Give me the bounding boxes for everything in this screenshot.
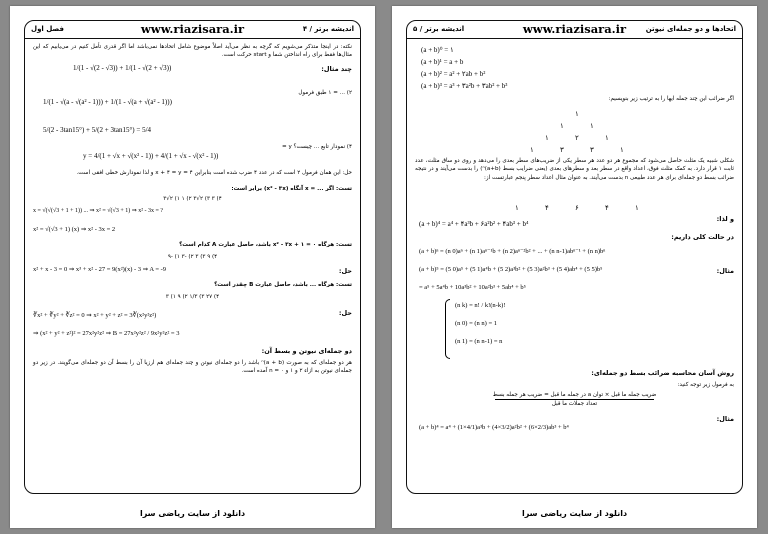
test-1-result: x² = √(√3 + 1) (x) ⇒ x² - 3x = 2 (33, 226, 116, 233)
pascal-cell: ۱ (560, 122, 564, 130)
page-footer: دانلود از سایت ریاضی سرا (521, 509, 628, 518)
solution-label: حل: (338, 267, 352, 275)
pascal-cell: ۱ (515, 204, 519, 212)
example-1-formula: 1/(1 - √(2 - √3)) + 1/(1 - √(2 + √3)) (73, 64, 172, 72)
test-1-solution: x = √(√(√3 + 1 + 1)) ... ⇒ x² = √(√3 + 1) ⇒ x² - 3x = ? (33, 208, 164, 214)
pascal-cell: ۴ (545, 204, 549, 212)
example-2-formula: 1/(1 - √(a - √(a² - 1))) + 1/(1 - √(a + √(a² - 1))) (43, 98, 172, 106)
page-frame (406, 20, 743, 494)
page-header (25, 21, 360, 39)
header-chapter: اتحادها و دو جمله‌ای نیوتن (645, 25, 736, 33)
test-2: تست: هرگاه x² - ۳x + ۱ = ۰ باشد، حاصل عبارت A کدام است؟ (179, 242, 352, 248)
binomial-example-5: (a + b)⁵ = (5 0)a⁵ + (5 1)a⁴b + (5 2)a³b² + (5 3)a²b³ + (5 4)ab⁴ + (5 5)b⁵ (419, 266, 603, 273)
test-2-solution: x² + x - 3 = 0 ⇒ x³ + x² - 27 = 9(x²)(x) - 3 ⇒ A = -9 (33, 266, 167, 273)
page-footer: دانلود از سایت ریاضی سرا (139, 509, 246, 518)
note-paragraph: نکته: در اینجا متذکر می‌شویم که گرچه به نظر می‌آید اصلاً موضوع شامل اتحادها نمی‌باشد اما اگر قدری تأمل کنیم در می‌یابیم که این مثال‌ها فقط برای راه انداختن شما و start حرکت است. (33, 44, 352, 59)
test-1: تست: اگر ... = x آنگاه (x² - ۳x) برابر است: (231, 186, 352, 192)
easy-method-example: (a + b)⁴ = a⁴ + (1×4/1)a³b + (4×3/2)a²b² + (6×2/3)ab³ + b⁴ (419, 424, 569, 431)
example-2-label: مثال: (716, 415, 734, 423)
example-2: ۲) ... = ۱ طبق فرمول (298, 90, 352, 96)
examples-heading: چند مثال: (321, 65, 352, 73)
binomial-identity-2: (n 1) = (n n-1) = n (455, 338, 503, 345)
solution-label-2: حل: (338, 309, 352, 317)
pascal-cell: ۱ (605, 134, 609, 142)
test-3-options: ۴) ۲۷ ۳) ۱/۳ ۲) ۹ ۱) ۳ (165, 294, 220, 300)
pascal-cell: ۱ (575, 110, 579, 118)
easy-method-title: روش آسان محاسبه ضرائب بسط دو جمله‌ای: (591, 369, 734, 377)
test-1-options: ۴) ۳ ۳) ۲√۳ ۲) ۱ ۱) ۲√۳ (163, 196, 222, 202)
coefficients-intro: اگر ضرائب این چند جمله ایها را به ترتیب زیر بنویسیم: (608, 96, 734, 102)
header-page-number: ۴ / اندیشه برتر (302, 25, 354, 33)
pascal-cell: ۱ (590, 122, 594, 130)
coefficient-formula: ضریب جمله ما قبل × توان a در جمله ما قبل = ضریب هر جمله بسط (492, 392, 657, 398)
newton-section-title: دو جمله‌ای نیوتن و بسط آن: (261, 347, 352, 355)
pascal-cell: ۲ (575, 134, 579, 142)
definition-brace (445, 299, 450, 359)
newton-paragraph: هر دو جمله‌ای که به صورت (a + b)ⁿ باشد را دو جمله‌ای نیوتن و چند جمله‌ای هم ارزیا آن را بسط آن دو جمله‌ای می‌گویند. در زیر دو جمله‌ای نیوتن به ازاء ۲ و ۱ و ۰ = n آمده است. (33, 360, 352, 375)
pascal-cell: ۱ (545, 134, 549, 142)
solution-4: حل: این همان فرمول ۲ است که در عدد ۴ ضرب شده است بنابراین ۴ = x + ۴ = y و لذا نمودارش خطی افقی است. (76, 170, 352, 176)
pascal-cell: ۶ (575, 204, 579, 212)
binomial-coefficient-definition: (n k) = n! / k!(n-k)! (455, 302, 506, 309)
expansion-4: (a + b)⁴ = a⁴ + ۴a³b + ۶a²b² + ۴ab³ + b⁴ (419, 220, 529, 228)
expansion-2: (a + b)² = a² + ۲ab + b² (421, 70, 486, 78)
page-content (33, 43, 352, 489)
site-url[interactable]: www.riazisara.ir (140, 22, 245, 36)
and-so-label: و لذا: (716, 215, 734, 223)
test-3: تست: هرگاه ... باشد، حاصل عبارت B چقدر است؟ (214, 282, 352, 288)
page-header (407, 21, 742, 39)
expansion-3: (a + b)³ = a³ + ۳a²b + ۳ab² + b³ (421, 82, 508, 90)
header-chapter: فصل اول (31, 25, 64, 33)
formula-intro: به فرمول زیر توجه کنید: (677, 382, 734, 388)
coefficient-formula-denominator: تعداد جملات ما قبل (495, 399, 654, 408)
pascal-cell: ۱ (620, 146, 624, 154)
pascal-explanation: شکلی شبیه یک مثلث حاصل می‌شود که مجموع هر دو عدد هر سطر یکی از ضریب‌های سطر بعدی را می‌دهد و روی دو ساق مثلث، عدد ثابت ۱ قرار دارد. به کمک مثلث فوق، اعداد واقع در سطر بعد و سطرهای بعدی (یعنی ضرایب بسط (a+b)ⁿ) را بدست می‌آیند و در نتیجه ضرائب بسط دو جمله‌ای برای هر عدد طبیعی n بدست می‌آیند. به عنوان مثال اعداد سطر پنجم عبارتست از: (415, 158, 734, 181)
pascal-cell: ۳ (590, 146, 594, 154)
header-page-number: اندیشه برتر / ۵ (413, 25, 465, 33)
test-3-solution: ∛x² + ∛y² + ∛z² = 0 ⇒ x² + y² + z² = 3∛(x²y²z²) (33, 312, 157, 319)
binomial-identity-1: (n 0) = (n n) = 1 (455, 320, 497, 327)
test-3-result: ⇒ (x² + y² + z²)² = 27x²y²z² ⇒ B = 27x²y²z² / 9x²y²z² = 3 (33, 330, 180, 337)
pascal-cell: ۳ (560, 146, 564, 154)
site-url[interactable]: www.riazisara.ir (522, 22, 627, 36)
page-left (10, 6, 375, 528)
binomial-example-5-result: = a⁵ + 5a⁴b + 10a³b² + 10a²b³ + 5ab⁴ + b⁵ (419, 284, 526, 291)
general-case-label: در حالت کلی داریم: (671, 233, 734, 241)
question-4: ۴) نمودار تابع ... چیست؟ y = (281, 144, 352, 150)
binomial-general-formula: (a + b)ⁿ = (n 0)aⁿ + (n 1)aⁿ⁻¹b + (n 2)aⁿ⁻²b² + ... + (n n-1)abⁿ⁻¹ + (n n)bⁿ (419, 248, 606, 255)
example-3-formula: 5/(2 - 3tan15°) + 5/(2 + 3tan15°) = 5/4 (43, 126, 152, 134)
page-content (415, 43, 734, 489)
example-label: مثال: (716, 267, 734, 275)
pascal-cell: ۱ (530, 146, 534, 154)
page-frame (24, 20, 361, 494)
test-2-options: ۴) ۹ ۳) ۳ ۲) -۳ ۱) -۹ (167, 254, 218, 260)
question-4-formula: y = 4/(1 + √x + √(x² - 1)) + 4/(1 + √x - √(x² - 1)) (83, 152, 219, 160)
expansion-0: (a + b)⁰ = ۱ (421, 46, 454, 54)
pascal-cell: ۱ (635, 204, 639, 212)
pascal-cell: ۴ (605, 204, 609, 212)
page-right (392, 6, 757, 528)
expansion-1: (a + b)¹ = a + b (421, 58, 464, 66)
